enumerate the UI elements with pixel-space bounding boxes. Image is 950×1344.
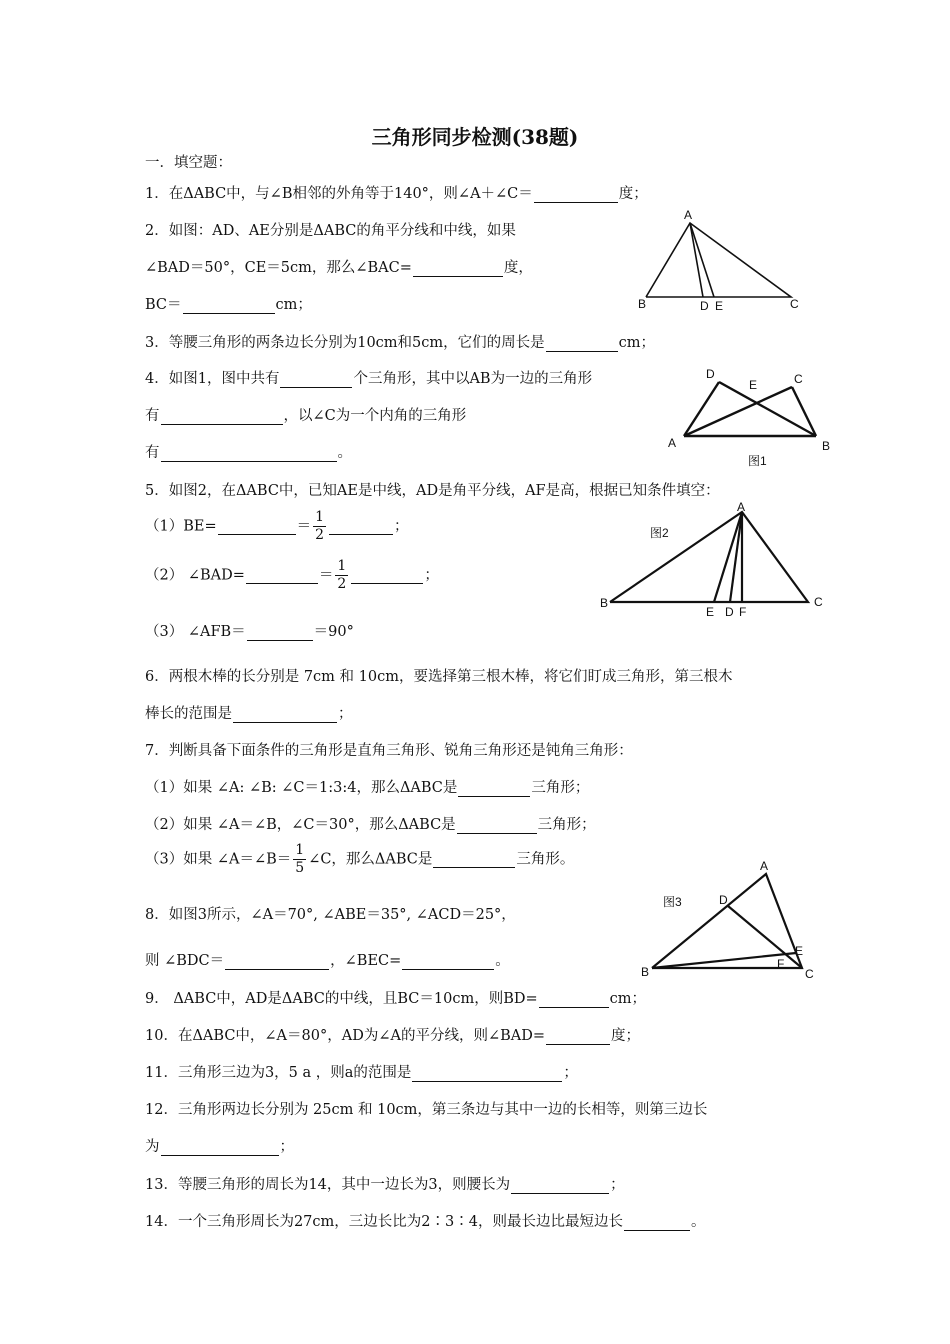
question-tail: 三角形；	[537, 817, 596, 833]
question-tail: 。	[337, 445, 352, 461]
figure-caption: 图1	[748, 454, 767, 468]
label-c: C	[805, 967, 814, 981]
label-f: F	[739, 605, 747, 619]
question-tail: 度；	[618, 186, 648, 202]
question-tail: cm；	[618, 335, 656, 351]
label-c: C	[790, 297, 799, 311]
question-8-line-2	[145, 949, 510, 970]
question-4-line-2	[145, 404, 466, 425]
question-7-part-2	[145, 813, 596, 834]
label-b: B	[822, 439, 831, 453]
answer-blank[interactable]	[247, 624, 313, 641]
answer-blank[interactable]	[161, 445, 337, 462]
label-d: D	[725, 605, 734, 619]
question-text: 4．如图1，图中共有	[145, 371, 280, 387]
question-12-line-2	[145, 1135, 294, 1156]
question-tail: ，以∠C为一个内角的三角形	[283, 408, 467, 424]
question-text: （3） ∠AFB＝	[145, 624, 246, 640]
label-a: A	[760, 859, 769, 873]
question-4-line-1	[145, 367, 592, 388]
figure-caption: 图3	[663, 895, 682, 909]
figure-q2	[634, 205, 810, 315]
question-tail: 。	[690, 1214, 706, 1230]
figure-2	[596, 500, 832, 624]
figure-caption: 图2	[650, 526, 669, 540]
fraction-one-half	[313, 509, 326, 544]
question-tail: cm；	[275, 297, 312, 313]
label-b: B	[641, 965, 650, 979]
answer-blank[interactable]	[329, 518, 393, 535]
label-c: C	[794, 372, 803, 386]
label-a: A	[684, 208, 693, 222]
question-text: （3）如果 ∠A＝∠B＝	[145, 851, 292, 868]
question-tail: ；	[610, 1177, 625, 1193]
answer-blank[interactable]	[413, 260, 503, 277]
answer-blank[interactable]	[161, 408, 283, 425]
answer-blank[interactable]	[457, 817, 537, 834]
question-text: ，∠BEC=	[330, 953, 402, 969]
label-e: E	[706, 605, 715, 619]
question-tail: ＝90°	[313, 624, 354, 640]
answer-blank[interactable]	[546, 335, 618, 352]
figure-1	[664, 362, 840, 474]
question-tail: 。	[495, 953, 510, 969]
label-a: A	[737, 500, 746, 514]
fraction-one-fifth	[293, 842, 306, 877]
fraction-denominator: 2	[315, 527, 325, 543]
question-5: 5．如图2，在ΔABC中，已知AE是中线，AD是角平分线，AF是高，根据已知条件填空：	[145, 483, 720, 499]
question-tail: 三角形。	[516, 851, 575, 868]
question-4-line-3	[145, 441, 352, 462]
answer-blank[interactable]	[183, 297, 275, 314]
answer-blank[interactable]	[280, 371, 352, 388]
fraction-numerator: 1	[295, 842, 305, 858]
answer-blank[interactable]	[218, 518, 296, 535]
question-2-line-1: 2．如图：AD、AE分别是ΔABC的角平分线和中线，如果	[145, 223, 516, 239]
question-3	[145, 331, 655, 352]
answer-blank[interactable]	[225, 953, 329, 970]
label-e: E	[795, 944, 804, 958]
question-2-line-3	[145, 293, 312, 314]
question-tail: ；	[338, 706, 353, 722]
answer-blank[interactable]	[534, 186, 618, 203]
section-heading: 一．填空题：	[145, 155, 232, 171]
answer-blank[interactable]	[546, 1028, 610, 1045]
figure-3	[636, 856, 820, 984]
answer-blank[interactable]	[161, 1139, 279, 1156]
question-2-line-2	[145, 256, 533, 277]
question-text: 1．在ΔABC中，与∠B相邻的外角等于140°，则∠A＋∠C＝	[145, 186, 533, 202]
question-9	[145, 987, 646, 1008]
fraction-denominator: 2	[337, 576, 347, 592]
answer-blank[interactable]	[402, 953, 494, 970]
label-e: E	[715, 299, 724, 313]
question-text: （1）如果 ∠A: ∠B: ∠C＝1:3:4，那么ΔABC是	[145, 780, 458, 796]
label-f: F	[777, 957, 785, 971]
label-b: B	[600, 596, 609, 610]
question-text: 则 ∠BDC＝	[145, 953, 225, 969]
question-text: 有	[145, 445, 160, 461]
question-6-line-1: 6．两根木棒的长分别是 7cm 和 10cm，要选择第三根木棒，将它们盯成三角形，第三根木	[145, 669, 733, 685]
answer-blank[interactable]	[539, 991, 609, 1008]
answer-blank[interactable]	[458, 780, 530, 797]
label-b: B	[638, 297, 647, 311]
question-text: （2） ∠BAD=	[145, 567, 245, 584]
question-14	[145, 1210, 705, 1231]
question-tail: 度，	[503, 260, 533, 276]
question-7: 7．判断具备下面条件的三角形是直角三角形、锐角三角形还是钝角三角形：	[145, 743, 633, 759]
question-text: 11．三角形三边为3，5 a ，则a的范围是	[145, 1065, 412, 1081]
question-tail: ；	[563, 1065, 578, 1081]
answer-blank[interactable]	[624, 1214, 690, 1231]
fraction-one-half	[335, 558, 348, 593]
question-text: 10．在ΔABC中，∠A＝80°，AD为∠A的平分线，则∠BAD=	[145, 1028, 546, 1044]
answer-blank[interactable]	[351, 567, 423, 584]
question-text: 14．一个三角形周长为27cm，三边长比为2∶3∶4，则最长边比最短边长	[145, 1214, 623, 1230]
question-8-line-1: 8．如图3所示，∠A＝70°, ∠ABE＝35°, ∠ACD＝25°，	[145, 907, 516, 923]
question-text: ∠BAD＝50°，CE＝5cm，那么∠BAC=	[145, 260, 412, 276]
question-tail: ；	[394, 518, 409, 535]
question-5-part-3	[145, 620, 354, 641]
page-title: 三角形同步检测(38题)	[371, 125, 579, 149]
label-e: E	[749, 378, 758, 392]
label-d: D	[700, 299, 709, 313]
question-5-part-2	[145, 558, 439, 593]
fraction-denominator: 5	[295, 860, 305, 876]
equals-sign: ＝	[296, 518, 312, 535]
question-tail: 度；	[611, 1028, 641, 1044]
question-tail: ；	[424, 567, 439, 584]
answer-blank[interactable]	[246, 567, 318, 584]
answer-blank[interactable]	[233, 706, 337, 723]
question-tail: 个三角形，其中以AB为一边的三角形	[353, 371, 593, 387]
question-5-part-1	[145, 509, 409, 544]
question-7-part-1	[145, 776, 589, 797]
answer-blank[interactable]	[511, 1177, 609, 1194]
label-d: D	[719, 893, 728, 907]
question-text: BC＝	[145, 297, 182, 313]
question-text: 为	[145, 1139, 160, 1155]
question-6-line-2	[145, 702, 353, 723]
question-text: （2）如果 ∠A＝∠B，∠C＝30°，那么ΔABC是	[145, 817, 456, 833]
question-11	[145, 1061, 578, 1082]
fraction-numerator: 1	[337, 558, 347, 574]
question-tail: cm；	[609, 991, 646, 1007]
answer-blank[interactable]	[412, 1065, 562, 1082]
question-text: ∠C，那么ΔABC是	[308, 851, 433, 868]
question-tail: ；	[279, 1139, 294, 1155]
question-1	[145, 182, 648, 203]
label-a: A	[668, 436, 677, 450]
fraction-numerator: 1	[315, 509, 325, 525]
question-text: 9． ΔABC中，AD是ΔABC的中线，且BC＝10cm，则BD=	[145, 991, 538, 1007]
question-13	[145, 1173, 625, 1194]
answer-blank[interactable]	[433, 851, 515, 868]
question-tail: 三角形；	[531, 780, 590, 796]
question-12-line-1: 12．三角形两边长分别为 25cm 和 10cm，第三条边与其中一边的长相等，则第三边长	[145, 1102, 708, 1118]
question-text: （1）BE=	[145, 518, 217, 535]
label-d: D	[706, 367, 715, 381]
question-10	[145, 1024, 640, 1045]
equals-sign: ＝	[318, 567, 334, 584]
question-text: 棒长的范围是	[145, 706, 232, 722]
label-c: C	[814, 595, 823, 609]
question-text: 3．等腰三角形的两条边长分别为10cm和5cm，它们的周长是	[145, 335, 545, 351]
question-7-part-3	[145, 842, 574, 877]
question-text: 13．等腰三角形的周长为14，其中一边长为3，则腰长为	[145, 1177, 511, 1193]
question-text: 有	[145, 408, 160, 424]
